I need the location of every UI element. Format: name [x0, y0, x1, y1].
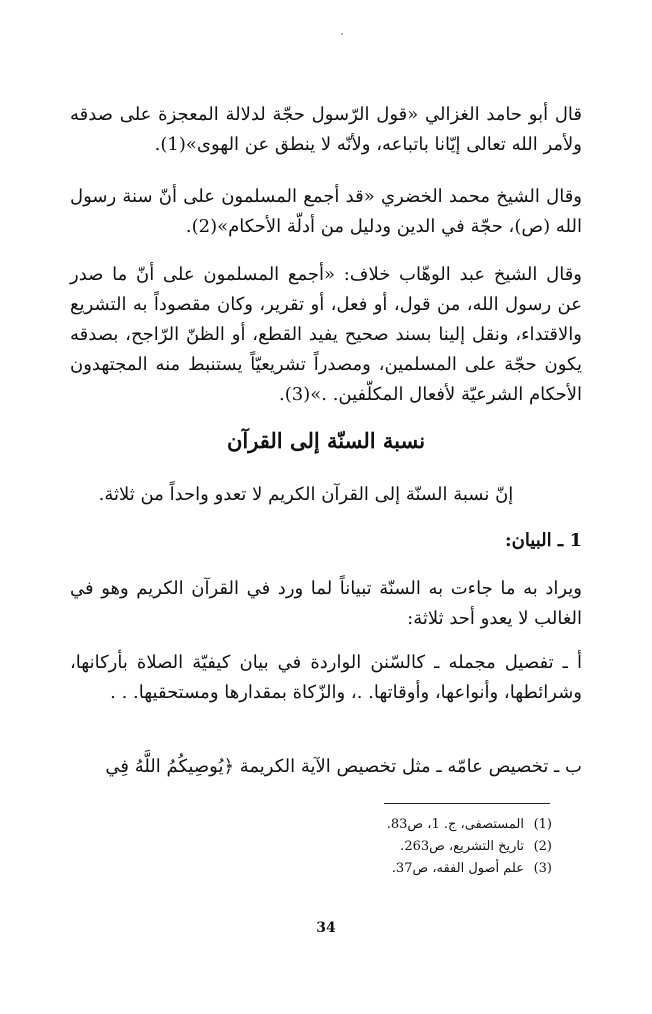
ghazali-quote-paragraph: قال أبو حامد الغزالي «قول الرّسول حجّة لدلالة المعجزة على صدقه ولأمر الله تعالى إيّانا باتباعه، ولأنّه لا ينطق عن الهوى»(1).: [70, 104, 582, 155]
list-item-b: ب ـ تخصيص عامّه ـ مثل تخصيص الآية الكريمة ﴿يُوصِيكُمُ اللَّهُ فِي: [105, 756, 582, 777]
footnote-text: تاريخ التشريع، ص263.: [400, 839, 524, 854]
subheading-bayan: 1 ـ البيان:: [504, 530, 582, 551]
bayan-paragraph: ويراد به ما جاءت به السنّة تبياناً لما ورد في القرآن الكريم وهو في الغالب لا يعدو أحد ثلاثة:: [70, 578, 582, 629]
khallaf-quote-paragraph: وقال الشيخ عبد الوهّاب خلاف: «أجمع المسلمون على أنّ ما صدر عن رسول الله، من قول، أو فعل، أو تقرير، وكان مقصوداً به التشريع والاقتداء، ونقل إلينا بسند صحيح يفيد القطع، أو الظنّ الرّاجح، بصدقه يكون حجّة على المسلمين، ومصدراً تشريعيّاً يستنبط منه المجتهدون الأحكام الشرعيّة لأفعال المكلّفين. .»(3).: [70, 264, 582, 405]
intro-paragraph: إنّ نسبة السنّة إلى القرآن الكريم لا تعدو واحداً من ثلاثة.: [98, 484, 514, 505]
list-item-a-text: تفصيل مجمله ـ كالسّنن الواردة في بيان كيفيّة الصلاة بأركانها، وشرائطها، وأنواعها، وأوقاتها. .، والزّكاة بمقدارها ومستحقيها. . .: [70, 652, 582, 703]
footnote-number: (1): [533, 817, 552, 832]
list-item-a-label: أ ـ: [562, 652, 582, 673]
page-number: 34: [316, 920, 336, 936]
footnote-number: (3): [533, 861, 552, 876]
footnote: [300, 858, 552, 880]
footnote: [300, 836, 552, 858]
scan-speck: [341, 33, 343, 35]
footnote-number: (2): [533, 839, 552, 854]
list-item-a: [70, 648, 582, 708]
khudari-quote-paragraph: وقال الشيخ محمد الخضري «قد أجمع المسلمون على أنّ سنة رسول الله (ص)، حجّة في الدين ودليل من أدلّة الأحكام»(2).: [70, 186, 582, 237]
footnote-text: المستصفى، ج. 1، ص83.: [386, 817, 524, 832]
footnote-divider: [384, 803, 550, 804]
footnote: [300, 814, 552, 836]
footnotes-list: [300, 814, 552, 880]
footnote-text: علم أصول الفقه، ص37.: [391, 861, 524, 876]
section-heading: نسبة السنّة إلى القرآن: [226, 428, 426, 453]
